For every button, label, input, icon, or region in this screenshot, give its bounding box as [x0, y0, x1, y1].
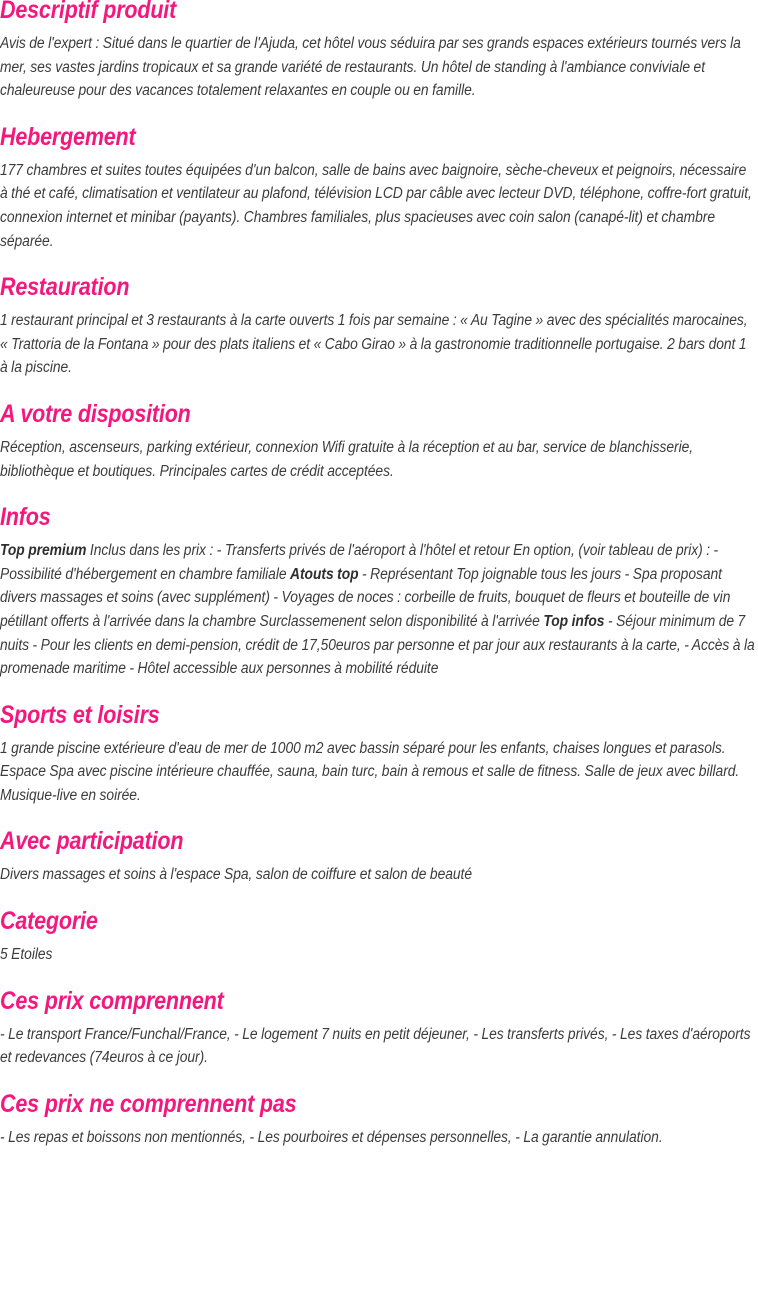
section-body-avec-participation: Divers massages et soins à l'espace Spa, salon de coiffure et salon de beauté: [0, 866, 472, 884]
section-body-ces-prix-ne-comprennent-pas: - Les repas et boissons non mentionnés, - Les pourboires et dépenses personnelles, - La garantie annulation.: [0, 1128, 663, 1146]
section-title-ces-prix-ne-comprennent-pas: Ces prix ne comprennent pas: [0, 1089, 297, 1118]
section-body-a-votre-disposition: Réception, ascenseurs, parking extérieur, connexion Wifi gratuite à la réception et au bar, service de blanchisserie, bibliothèque et boutiques. Principales cartes de crédit acceptées.: [0, 438, 694, 480]
section-title-descriptif-produit: Descriptif produit: [0, 0, 177, 24]
section-body-categorie: 5 Etoiles: [0, 946, 53, 964]
section-title-categorie: Categorie: [0, 907, 98, 936]
section-body-sports-et-loisirs: 1 grande piscine extérieure d'eau de mer de 1000 m2 avec bassin séparé pour les enfants, chaises longues et parasols. Espace Spa avec piscine intérieure chauffée, sauna, bain turc, bain à remous et salle de fitness. Salle de jeux avec billard. Musique-live en soirée.: [0, 739, 740, 804]
section-body-restauration: 1 restaurant principal et 3 restaurants à la carte ouverts 1 fois par semaine : « Au Tagine » avec des spécialités marocaines, « Trattoria de la Fontana » pour des plats italiens et « Cabo Girao » à la gastronomie traditionnelle portugaise. 2 bars dont 1 à la piscine.: [0, 312, 748, 377]
section-title-hebergement: Hebergement: [0, 122, 136, 151]
section-title-avec-participation: Avec participation: [0, 827, 184, 856]
section-ces-prix-ne-comprennent-pas: [0, 1090, 756, 1150]
section-categorie: [0, 907, 756, 967]
section-infos: [0, 503, 756, 681]
section-title-ces-prix-comprennent: Ces prix comprennent: [0, 986, 224, 1015]
section-body-ces-prix-comprennent: - Le transport France/Funchal/France, - Le logement 7 nuits en petit déjeuner, - Les transferts privés, - Les taxes d'aéroports et redevances (74euros à ce jour).: [0, 1025, 751, 1067]
section-avec-participation: [0, 827, 756, 887]
section-body-descriptif-produit: Avis de l'expert : Situé dans le quartier de l'Ajuda, cet hôtel vous séduira par ses grands espaces extérieurs tournés vers la mer, ses vastes jardins tropicaux et sa grande variété de restaurants. Un hôtel de standing à l'ambiance conviviale et chaleureuse pour des vacances totalement relaxantes en couple ou en famille.: [0, 35, 741, 100]
section-title-restauration: Restauration: [0, 273, 130, 302]
section-descriptif-produit: [0, 0, 756, 103]
section-body-infos: Top premium Inclus dans les prix : - Transferts privés de l'aéroport à l'hôtel et retour En option, (voir tableau de prix) : - Possibilité d'hébergement en chambre familiale Atouts top - Représentant Top joignable tous les jours - Spa proposant divers massages et soins (avec supplément) - Voyages de noces : corbeille de fruits, bouquet de fleurs et bouteille de vin pétillant offerts à l'arrivée dans la chambre Surclassemenent selon disponibilité à l'arrivée Top infos - Séjour minimum de 7 nuits - Pour les clients en demi-pension, crédit de 17,50euros par personne et par jour aux restaurants à la carte, - Accès à la promenade maritime - Hôtel accessible aux personnes à mobilité réduite: [0, 542, 755, 678]
section-body-hebergement: 177 chambres et suites toutes équipées d'un balcon, salle de bains avec baignoire, sèche-cheveux et peignoirs, nécessaire à thé et café, climatisation et ventilateur au plafond, télévision LCD par câble avec lecteur DVD, téléphone, coffre-fort gratuit, connexion internet et minibar (payants). Chambres familiales, plus spacieuses avec coin salon (canapé-lit) et chambre séparée.: [0, 161, 752, 250]
section-title-sports-et-loisirs: Sports et loisirs: [0, 700, 160, 729]
section-restauration: [0, 273, 756, 380]
section-sports-et-loisirs: [0, 701, 756, 808]
section-ces-prix-comprennent: [0, 987, 756, 1070]
section-hebergement: [0, 123, 756, 253]
section-title-a-votre-disposition: A votre disposition: [0, 399, 191, 428]
section-a-votre-disposition: [0, 400, 756, 483]
section-title-infos: Infos: [0, 503, 51, 532]
